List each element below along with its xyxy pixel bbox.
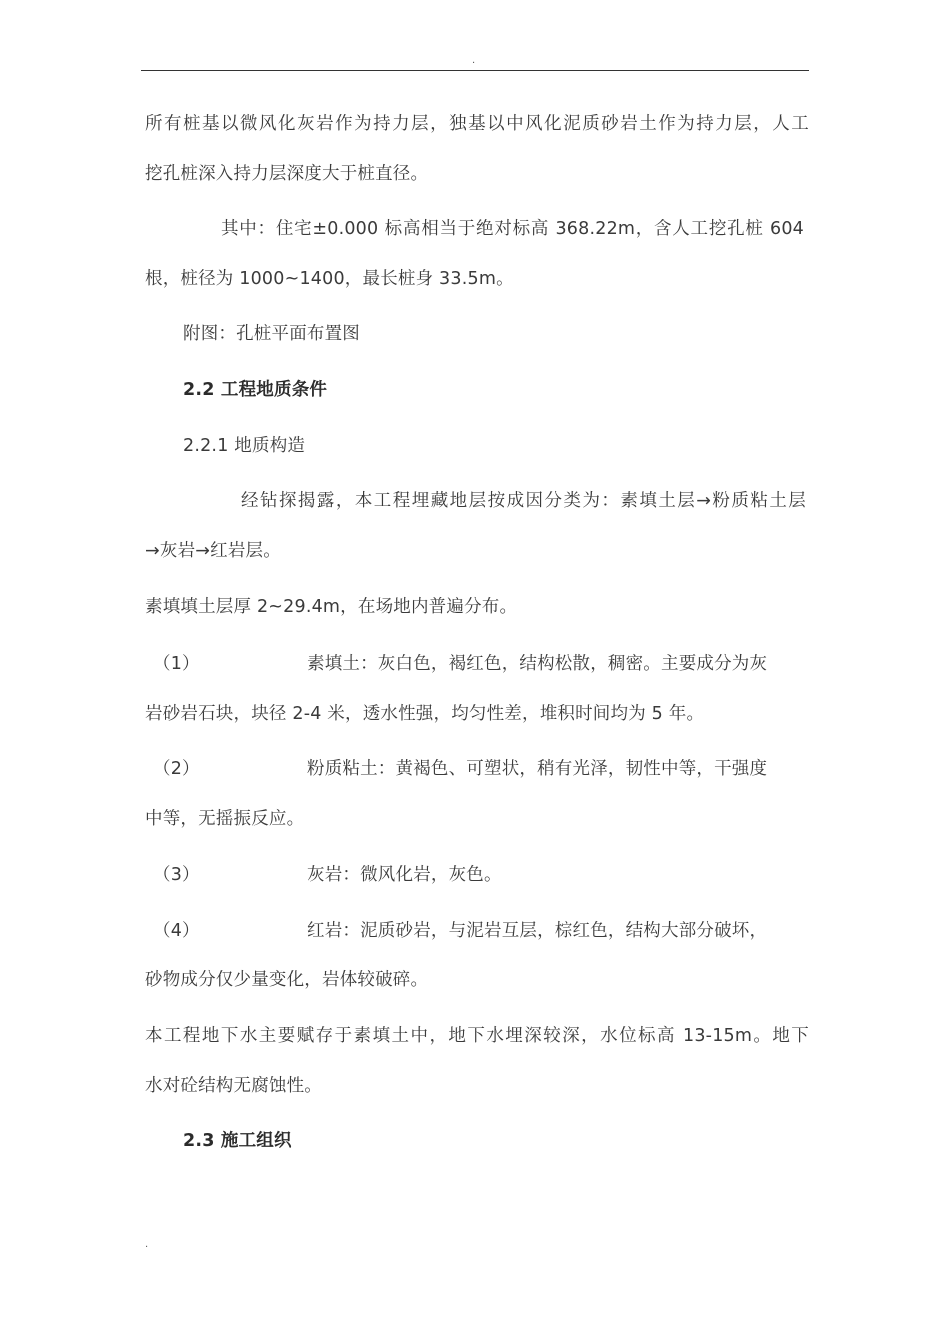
paragraph-line: 水对砼结构无腐蚀性。 bbox=[145, 1076, 322, 1096]
paragraph-line: 所有桩基以微风化灰岩作为持力层，独基以中风化泥质砂岩土作为持力层，人工 bbox=[145, 114, 809, 134]
header-rule bbox=[141, 70, 809, 71]
subsection-heading: 2.2.1 地质构造 bbox=[183, 436, 306, 456]
paragraph-line: 中等，无摇振反应。 bbox=[145, 809, 305, 829]
paragraph-line: 砂物成分仅少量变化，岩体较破碎。 bbox=[145, 970, 429, 990]
paragraph-line: 其中：住宅±0.000 标高相当于绝对标高 368.22m，含人工挖孔桩 604 bbox=[221, 219, 804, 239]
paragraph-line: 经钻探揭露，本工程埋藏地层按成因分类为：素填土层→粉质粘土层 bbox=[241, 491, 806, 511]
paragraph-line: 素填填土层厚 2~29.4m，在场地内普遍分布。 bbox=[145, 597, 518, 617]
list-item bbox=[145, 653, 809, 675]
header-mark: . bbox=[472, 55, 476, 66]
paragraph-line: 岩砂岩石块，块径 2-4 米，透水性强，均匀性差，堆积时间均为 5 年。 bbox=[145, 704, 705, 724]
section-heading: 2.3 施工组织 bbox=[183, 1131, 292, 1151]
paragraph-line: 根，桩径为 1000~1400，最长桩身 33.5m。 bbox=[145, 269, 514, 289]
paragraph-line: →灰岩→红岩层。 bbox=[145, 541, 281, 561]
footer-mark: . bbox=[145, 1239, 149, 1250]
list-item-text: 粉质粘土：黄褐色、可塑状，稍有光泽，韧性中等，干强度 bbox=[307, 759, 768, 779]
paragraph-line: 本工程地下水主要赋存于素填土中，地下水埋深较深，水位标高 13-15m。地下 bbox=[145, 1026, 809, 1046]
paragraph-line: 附图：孔桩平面布置图 bbox=[183, 324, 360, 344]
list-item-number: （4） bbox=[153, 921, 200, 941]
list-item-text: 素填土：灰白色，褐红色，结构松散，稠密。主要成分为灰 bbox=[307, 654, 768, 674]
list-item-number: （3） bbox=[153, 865, 200, 885]
list-item bbox=[145, 864, 809, 886]
list-item-number: （1） bbox=[153, 654, 200, 674]
list-item-text: 灰岩：微风化岩，灰色。 bbox=[307, 865, 502, 885]
list-item bbox=[145, 758, 809, 780]
paragraph-line: 挖孔桩深入持力层深度大于桩直径。 bbox=[145, 164, 429, 184]
list-item-number: （2） bbox=[153, 759, 200, 779]
list-item bbox=[145, 920, 809, 942]
section-heading: 2.2 工程地质条件 bbox=[183, 380, 328, 400]
list-item-text: 红岩：泥质砂岩，与泥岩互层，棕红色，结构大部分破坏， bbox=[307, 921, 768, 941]
